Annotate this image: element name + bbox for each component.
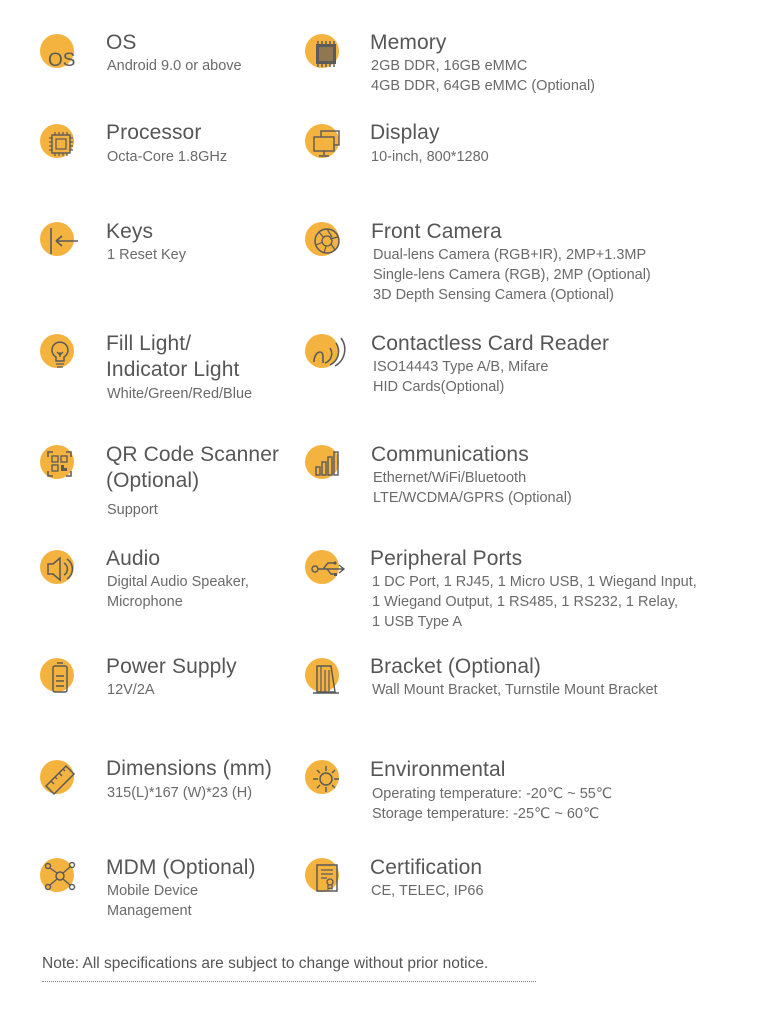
spec-title: Certification: [370, 856, 483, 879]
spec-title: MDM (Optional): [106, 856, 256, 879]
spec-title: Processor: [106, 121, 202, 144]
spec-values: 10-inch, 800*1280: [371, 149, 489, 165]
spec-values: 315(L)*167 (W)*23 (H): [107, 785, 253, 801]
spec-values: CE, TELEC, IP66: [371, 883, 484, 899]
spec-values: Octa-Core 1.8GHz: [107, 149, 228, 165]
qr-code-icon: [38, 443, 86, 491]
spec-values: Ethernet/WiFi/Bluetooth LTE/WCDMA/GPRS (Optional): [373, 470, 572, 506]
os-icon: [38, 32, 86, 80]
spec-title: Front Camera: [371, 220, 502, 243]
contactless-icon: [303, 332, 351, 380]
spec-title: Dimensions (mm): [106, 757, 273, 780]
spec-values: White/Green/Red/Blue: [107, 386, 253, 402]
spec-title: Audio: [106, 547, 161, 570]
spec-values: Wall Mount Bracket, Turnstile Mount Bracket: [372, 682, 658, 698]
display-icon: [303, 122, 351, 170]
spec-title: Peripheral Ports: [370, 547, 523, 570]
speaker-icon: [38, 548, 86, 596]
spec-values: 12V/2A: [107, 682, 155, 698]
spec-title: Memory: [370, 31, 447, 54]
spec-title: Keys: [106, 220, 154, 243]
spec-title: OS: [106, 31, 137, 54]
keys-icon: [38, 220, 86, 268]
spec-values: Dual-lens Camera (RGB+IR), 2MP+1.3MP Single-lens Camera (RGB), 2MP (Optional) 3D Depth Sensing Camera (Optional): [373, 247, 651, 303]
ruler-icon: [38, 758, 86, 806]
spec-values: 2GB DDR, 16GB eMMC 4GB DDR, 64GB eMMC (Optional): [371, 58, 596, 94]
spec-values: 1 DC Port, 1 RJ45, 1 Micro USB, 1 Wiegand Input, 1 Wiegand Output, 1 RS485, 1 RS232, 1 Relay, 1 USB Type A: [372, 574, 697, 630]
spec-values: Operating temperature: -20℃ ~ 55℃ Storage temperature: -25℃ ~ 60℃: [372, 786, 613, 822]
spec-values: Digital Audio Speaker, Microphone: [107, 574, 249, 610]
spec-values: Support: [107, 502, 158, 518]
spec-title: Environmental: [370, 758, 506, 781]
light-bulb-icon: [38, 332, 86, 380]
spec-values: ISO14443 Type A/B, Mifare HID Cards(Optional): [373, 359, 549, 395]
spec-values: Mobile Device Management: [107, 883, 199, 919]
processor-icon: [38, 122, 86, 170]
spec-title: Bracket (Optional): [370, 655, 542, 678]
disclaimer-note: Note: All specifications are subject to change without prior notice.: [42, 955, 489, 972]
spec-title: Fill Light/ Indicator Light: [106, 332, 240, 381]
memory-icon: [303, 32, 351, 80]
svg-text:OS: OS: [48, 50, 76, 71]
signal-bars-icon: [303, 443, 351, 491]
sun-icon: [303, 758, 351, 806]
spec-title: Power Supply: [106, 655, 237, 678]
network-nodes-icon: [38, 856, 86, 904]
certificate-icon: [303, 856, 351, 904]
bracket-icon: [303, 656, 351, 704]
usb-icon: [303, 548, 351, 596]
camera-icon: [303, 220, 351, 268]
battery-icon: [38, 656, 86, 704]
spec-title: QR Code Scanner (Optional): [106, 443, 280, 492]
spec-title: Communications: [371, 443, 529, 466]
dotted-divider: [42, 981, 536, 982]
spec-values: Android 9.0 or above: [107, 58, 242, 74]
spec-title: Display: [370, 121, 440, 144]
spec-values: 1 Reset Key: [107, 247, 186, 263]
spec-title: Contactless Card Reader: [371, 332, 610, 355]
